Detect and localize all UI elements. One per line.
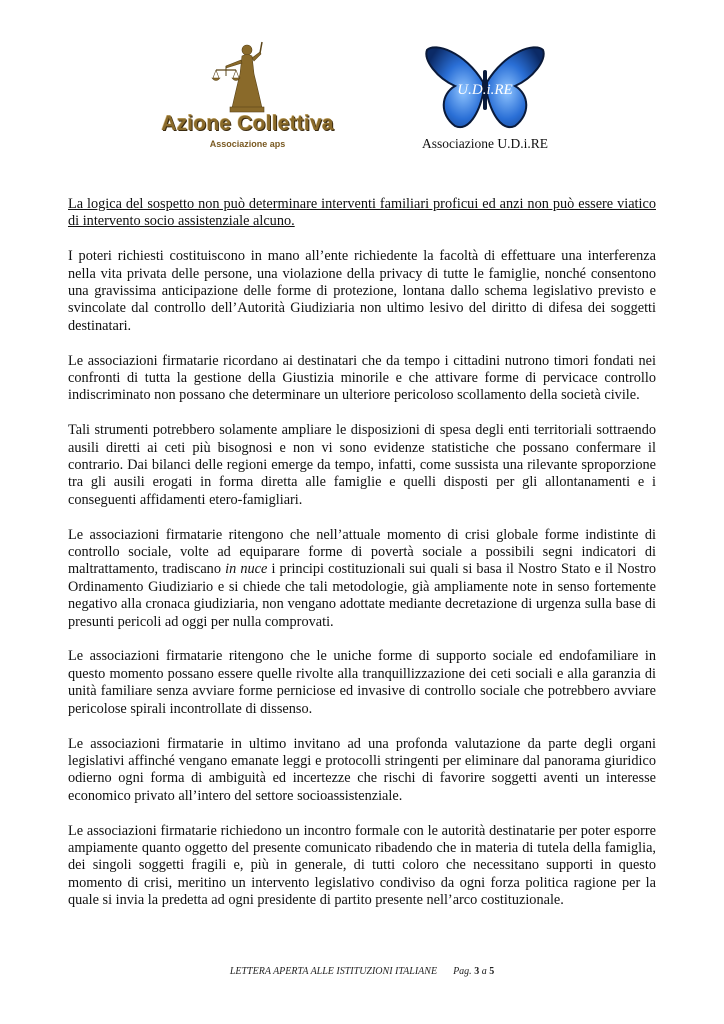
paragraph-4-part-2: i principi costituzionali sui quali si basa il Nostro Stato e il Nostro Ordinamento Giudiziario e si chiede che tali metodologie, già ampliamente note in senso fortemente negativo alla cronaca giudiziaria, non vengano adottate mediante decretazione di urgenza sulla base di presunti pericoli ad oggi per nulla comprovati. (68, 561, 656, 630)
page-separator: a (481, 966, 487, 977)
page-label: Pag. (453, 966, 472, 977)
blue-butterfly-icon (425, 42, 545, 134)
footer-title: LETTERA APERTA ALLE ISTITUZIONI ITALIANE (229, 966, 438, 977)
udire-logo (405, 42, 565, 157)
udire-logo-text: U.D.i.RE (457, 82, 513, 98)
page-footer (0, 966, 724, 977)
paragraph-6: Le associazioni firmatarie in ultimo invitano ad una profonda valutazione da parte degli organi legislativi affinché vengano emanate leggi e protocolli stringenti per eliminare dal panorama giuridico odierno ogni forma di ambiguità ed incertezze che rischi di favorire soggetti aventi un interesse economico privato all’intero del settore socioassistenziale. (68, 735, 656, 804)
page-total: 5 (489, 966, 495, 977)
udire-caption: Associazione U.D.i.RE (422, 136, 548, 151)
paragraph-4-part-1: Le associazioni firmatarie ritengono che nell’attuale momento di crisi globale forme indistinte di controllo sociale, volte ad equiparare forme di povertà sociale a possibili segni indicatori di maltrattamento, tradiscano (68, 526, 656, 578)
lead-paragraph: La logica del sospetto non può determinare interventi familiari proficui ed anzi non può essere viatico di intervento socio assistenziale alcuno. (68, 196, 656, 230)
letter-body (68, 196, 656, 927)
paragraph-4 (68, 527, 656, 631)
paragraph-4-italic: in nuce (225, 561, 268, 578)
azione-collettiva-name: Azione Collettiva (161, 112, 334, 135)
paragraph-1: I poteri richiesti costituiscono in mano all’ente richiedente la facoltà di effettuare una interferenza nella vita privata delle persone, una violazione della privacy di tutte le famiglie, nonché consentono una gravissima anticipazione delle forme di protezione, lontana dallo schema legislativo previsto e svincolate dal controllo dell’Autorità Giudiziaria non ultimo lesivo del diritto di difesa dei soggetti destinatari. (68, 248, 656, 334)
page-current: 3 (474, 966, 480, 977)
azione-collettiva-subtitle: Associazione aps (209, 139, 286, 149)
paragraph-2: Le associazioni firmatarie ricordano ai destinatari che da tempo i cittadini nutrono timori fondati nei confronti di tutta la gestione della Giustizia minorile e che attivare forme di pervicace controllo indiscriminato non possano che determinare un ulteriore pericoloso scollamento della società civile. (68, 352, 656, 404)
paragraph-5: Le associazioni firmatarie ritengono che le uniche forme di supporto sociale ed endofamiliare in questo momento possano essere quelle rivolte alla tranquillizzazione dei ceti sociali e alla garanzia di unità familiare senza avviare forme perniciose ed invasive di controllo sociale che potrebbero avviare pericolose spirali incontrollate di dissenso. (68, 648, 656, 717)
azione-collettiva-logo (150, 40, 345, 155)
justice-statue-icon (150, 40, 345, 120)
paragraph-3: Tali strumenti potrebbero solamente ampliare le disposizioni di spesa degli enti territoriali sottraendo ausili diretti ai ceti più bisognosi e non vi sono evidenze statistiche che possano confermare il contrario. Dai bilanci delle regioni emerge da tempo, infatti, come sussista una rilevante sproporzione tra gli ausili erogati in forma diretta alle famiglie e quelli disposti per gli allontanamenti e i conseguenti affidamenti etero-famigliari. (68, 422, 656, 508)
paragraph-7: Le associazioni firmatarie richiedono un incontro formale con le autorità destinatarie per poter esporre ampiamente quanto oggetto del presente comunicato ribadendo che in materia di tutela della famiglia, dei singoli soggetti fragili e, più in generale, di tutti coloro che necessitano supporti in questo momento di crisi, meritino un intervento legislativo condiviso da ogni forza politica ragione per la quale si invia la predetta ad ogni presidente di partito presente nell’arco costituzionale. (68, 822, 656, 909)
